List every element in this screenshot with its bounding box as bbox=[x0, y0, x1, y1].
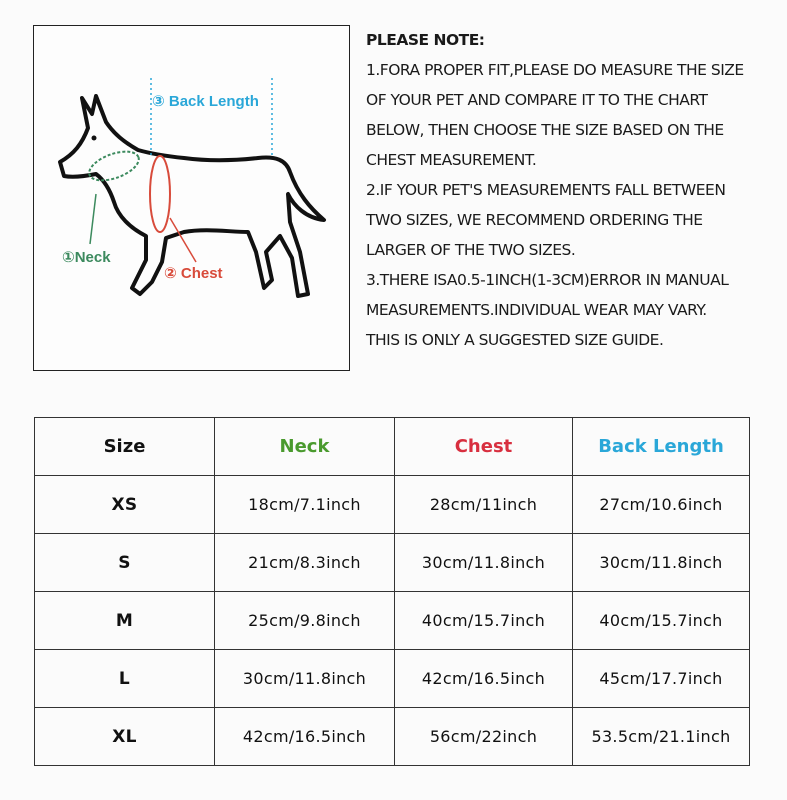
size-cell: XL bbox=[35, 708, 215, 766]
note-line: 2.IF YOUR PET'S MEASUREMENTS FALL BETWEEN bbox=[366, 181, 726, 199]
chest-label: ② Chest bbox=[164, 265, 223, 282]
header-chest: Chest bbox=[395, 418, 573, 476]
header-size: Size bbox=[35, 418, 215, 476]
neck-cell: 30cm/11.8inch bbox=[215, 650, 395, 708]
back-length-label: ③ Back Length bbox=[152, 93, 259, 110]
table-row bbox=[35, 534, 750, 592]
note-line: LARGER OF THE TWO SIZES. bbox=[366, 241, 576, 259]
size-cell: XS bbox=[35, 476, 215, 534]
dog-diagram bbox=[33, 25, 350, 371]
note-line: TWO SIZES, WE RECOMMEND ORDERING THE bbox=[366, 211, 703, 229]
back-length-cell: 30cm/11.8inch bbox=[573, 534, 750, 592]
note-line: 3.THERE ISA0.5-1INCH(1-3CM)ERROR IN MANUAL bbox=[366, 271, 729, 289]
note-section bbox=[366, 25, 781, 355]
note-line: CHEST MEASUREMENT. bbox=[366, 151, 537, 169]
neck-label: ①Neck bbox=[62, 249, 111, 266]
table-row bbox=[35, 708, 750, 766]
table-header-row bbox=[35, 418, 750, 476]
header-neck: Neck bbox=[215, 418, 395, 476]
back-length-cell: 45cm/17.7inch bbox=[573, 650, 750, 708]
neck-cell: 21cm/8.3inch bbox=[215, 534, 395, 592]
note-line: OF YOUR PET AND COMPARE IT TO THE CHART bbox=[366, 91, 708, 109]
neck-cell: 42cm/16.5inch bbox=[215, 708, 395, 766]
table-row bbox=[35, 476, 750, 534]
dog-silhouette-icon bbox=[34, 26, 351, 372]
back-length-cell: 53.5cm/21.1inch bbox=[573, 708, 750, 766]
note-title: PLEASE NOTE: bbox=[366, 31, 485, 49]
chest-cell: 56cm/22inch bbox=[395, 708, 573, 766]
note-line: MEASUREMENTS.INDIVIDUAL WEAR MAY VARY. bbox=[366, 301, 707, 319]
chest-cell: 28cm/11inch bbox=[395, 476, 573, 534]
header-back-length: Back Length bbox=[573, 418, 750, 476]
back-length-cell: 27cm/10.6inch bbox=[573, 476, 750, 534]
size-cell: M bbox=[35, 592, 215, 650]
size-cell: L bbox=[35, 650, 215, 708]
chest-cell: 40cm/15.7inch bbox=[395, 592, 573, 650]
chest-cell: 30cm/11.8inch bbox=[395, 534, 573, 592]
back-length-cell: 40cm/15.7inch bbox=[573, 592, 750, 650]
size-chart-table bbox=[34, 417, 750, 766]
note-line: 1.FORA PROPER FIT,PLEASE DO MEASURE THE SIZE bbox=[366, 61, 744, 79]
size-cell: S bbox=[35, 534, 215, 592]
note-line: BELOW, THEN CHOOSE THE SIZE BASED ON THE bbox=[366, 121, 724, 139]
table-row bbox=[35, 592, 750, 650]
neck-cell: 25cm/9.8inch bbox=[215, 592, 395, 650]
note-line: THIS IS ONLY A SUGGESTED SIZE GUIDE. bbox=[366, 331, 664, 349]
table-row bbox=[35, 650, 750, 708]
chest-cell: 42cm/16.5inch bbox=[395, 650, 573, 708]
neck-cell: 18cm/7.1inch bbox=[215, 476, 395, 534]
